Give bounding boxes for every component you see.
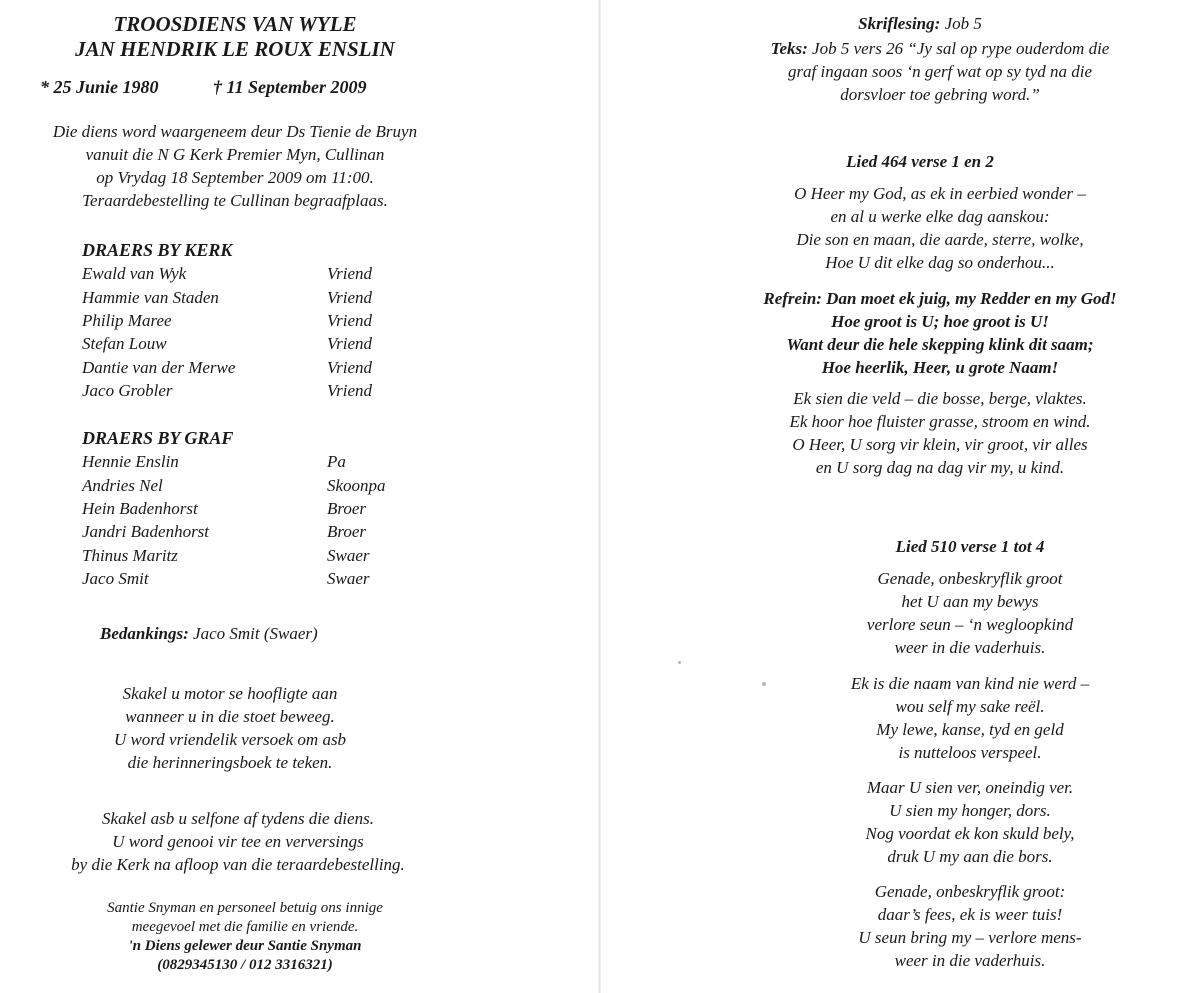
text-line: graf ingaan soos ‘n gerf wat op sy tyd na die [787, 62, 1093, 81]
death-date: † 11 September 2009 [213, 77, 367, 97]
notice-line: U word vriendelik versoek om asb [113, 730, 347, 749]
verse-line: Hoe U dit elke dag so onderhou... [825, 253, 1055, 272]
hymn1-refrain [670, 287, 1200, 379]
verse-line: O Heer my God, as ek in eerbied wonder – [794, 184, 1086, 203]
text-line: Job 5 vers 26 “Jy sal op rype ouderdom die [812, 39, 1110, 58]
hymn2-verse1 [730, 567, 1200, 659]
service-line: vanuit die N G Kerk Premier Myn, Cullinan [85, 145, 385, 164]
verse-line: Genade, onbeskryflik groot [877, 569, 1063, 588]
verse-line: wou self my sake reël. [895, 697, 1045, 716]
reading-label: Skriflesing: [858, 14, 941, 33]
hymn2-verse3 [730, 776, 1200, 868]
verse-line: het U aan my bewys [901, 592, 1039, 611]
bearer-relation: Skoonpa [327, 476, 386, 495]
bearer-name: Philip Maree [82, 311, 172, 330]
undertaker-line: meegevoel met die familie en vriende. [131, 919, 359, 935]
verse-line: Maar U sien ver, oneindig ver. [866, 778, 1074, 797]
notice-line: by die Kerk na afloop van die teraardebestelling. [71, 855, 405, 874]
bearer-relation: Vriend [327, 358, 373, 377]
notice-line: Skakel asb u selfone af tydens die diens. [102, 809, 374, 828]
verse-line: U seun bring my – verlore mens- [858, 928, 1082, 947]
sermon-text [680, 37, 1200, 106]
bearer-relation: Vriend [327, 264, 373, 283]
bearer-name: Jaco Smit [82, 569, 149, 588]
bearer-relation: Swaer [327, 569, 370, 588]
verse-line: Genade, onbeskryflik groot: [874, 882, 1066, 901]
hymn2-verse2 [730, 672, 1200, 764]
verse-line: My lewe, kanse, tyd en geld [876, 720, 1064, 739]
verse-line: O Heer, U sorg vir klein, vir groot, vir alles [792, 435, 1088, 454]
notice-line: wanneer u in die stoet beweeg. [125, 707, 335, 726]
phones-notice [0, 807, 476, 876]
bearer-relation: Vriend [327, 311, 373, 330]
thanks-label: Bedankings: [100, 624, 189, 643]
hymn1-title: Lied 464 verse 1 en 2 [846, 152, 994, 171]
verse-line: Ek is die naam van kind nie werd – [850, 674, 1090, 693]
text-line: dorsvloer toe gebring word.” [840, 85, 1040, 104]
reading-value: Job 5 [944, 14, 982, 33]
verse-line: Die son en maan, die aarde, sterre, wolke, [796, 230, 1084, 249]
bearer-name: Hennie Enslin [82, 452, 179, 471]
title-line-1: TROOSDIENS VAN WYLE [113, 12, 357, 36]
refrain-line: Hoe groot is U; hoe groot is U! [831, 312, 1049, 331]
church-bearers-heading: DRAERS BY KERK [82, 240, 233, 260]
verse-line: U sien my honger, dors. [889, 801, 1051, 820]
thanks-line [100, 622, 318, 645]
undertaker-line: Santie Snyman en personeel betuig ons innige [107, 900, 383, 916]
verse-line: Ek sien die veld – die bosse, berge, vlaktes. [793, 389, 1087, 408]
birth-date: * 25 Junie 1980 [40, 77, 159, 97]
bearer-name: Dantie van der Merwe [82, 358, 236, 377]
thanks-value: Jaco Smit (Swaer) [193, 624, 318, 643]
verse-line: is nutteloos verspeel. [898, 743, 1042, 762]
notice-line: Skakel u motor se hoofligte aan [122, 684, 338, 703]
title-line-2: JAN HENDRIK LE ROUX ENSLIN [75, 37, 395, 61]
bearer-relation: Broer [327, 499, 367, 518]
verse-line: Nog voordat ek kon skuld bely, [865, 824, 1075, 843]
hymn2-title: Lied 510 verse 1 tot 4 [895, 537, 1045, 556]
bearer-name: Ewald van Wyk [82, 264, 187, 283]
hymn1-verse1 [680, 182, 1200, 274]
bearer-relation: Broer [327, 522, 367, 541]
hymn1-verse2 [680, 387, 1200, 479]
bearer-name: Hein Badenhorst [82, 499, 198, 518]
service-line: Teraardebestelling te Cullinan begraafplaas. [82, 191, 388, 210]
notice-line: die herinneringsboek te teken. [127, 753, 333, 772]
page-title [0, 12, 470, 62]
right-page [600, 0, 1200, 993]
bearer-relation: Vriend [327, 334, 373, 353]
verse-line: en al u werke elke dag aanskou: [830, 207, 1050, 226]
undertaker-note [0, 899, 490, 975]
service-line: Die diens word waargeneem deur Ds Tienie de Bruyn [52, 122, 418, 141]
bearer-relation: Vriend [327, 288, 373, 307]
bearer-relation: Vriend [327, 381, 373, 400]
bearer-name: Thinus Maritz [82, 546, 178, 565]
scripture-reading [680, 12, 1160, 35]
hymn2-verse4 [730, 880, 1200, 972]
bearer-name: Hammie van Staden [82, 288, 219, 307]
bearer-name: Andries Nel [82, 476, 163, 495]
verse-line: weer in die vaderhuis. [894, 638, 1046, 657]
refrain-line: Want deur die hele skepping klink dit saam; [786, 335, 1094, 354]
verse-line: druk U my aan die bors. [887, 847, 1053, 866]
paper-speck [678, 661, 681, 664]
headlights-notice [0, 682, 460, 774]
verse-line: verlore seun – ‘n wegloopkind [866, 615, 1074, 634]
verse-line: en U sorg dag na dag vir my, u kind. [815, 458, 1065, 477]
service-details [0, 120, 470, 212]
bearer-name: Stefan Louw [82, 334, 167, 353]
service-line: op Vrydag 18 September 2009 om 11:00. [96, 168, 374, 187]
grave-bearers-heading: DRAERS BY GRAF [82, 428, 234, 448]
bearer-name: Jandri Badenhorst [82, 522, 210, 541]
undertaker-phone: (0829345130 / 012 3316321) [157, 957, 333, 973]
bearer-relation: Pa [327, 452, 346, 471]
refrain-line: Refrein: Dan moet ek juig, my Redder en my God! [763, 289, 1117, 308]
refrain-line: Hoe heerlik, Heer, u grote Naam! [821, 358, 1059, 377]
verse-line: daar’s fees, ek is weer tuis! [877, 905, 1063, 924]
notice-line: U word genooi vir tee en verversings [112, 832, 364, 851]
undertaker-credit: 'n Diens gelewer deur Santie Snyman [128, 938, 362, 954]
verse-line: Ek hoor hoe fluister grasse, stroom en wind. [789, 412, 1091, 431]
paper-speck [762, 682, 766, 686]
bearer-name: Jaco Grobler [82, 381, 173, 400]
bearer-relation: Swaer [327, 546, 370, 565]
verse-line: weer in die vaderhuis. [894, 951, 1046, 970]
text-label: Teks: [770, 39, 808, 58]
